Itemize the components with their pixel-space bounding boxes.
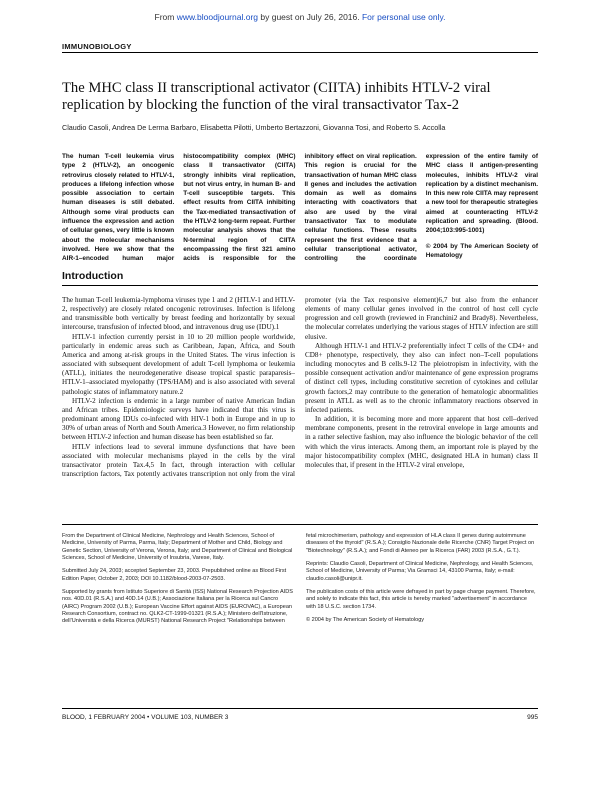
intro-heading: Introduction [62,270,124,282]
intro-body [62,296,538,514]
from-text: From [154,12,177,22]
authors: Claudio Casoli, Andrea De Lerma Barbaro, Elisabetta Pilotti, Umberto Bertazzoni, Giovanna Tosi, and Roberto S. Accolla [62,123,446,132]
journal-link[interactable]: www.bloodjournal.org [176,12,259,22]
access-banner [0,12,600,22]
section-label: IMMUNOBIOLOGY [62,42,132,51]
page-number: 995 [527,714,538,721]
footnote-rule [62,524,538,525]
funding-note: Supported by grants from Istituto Superiore di Sanità (ISS) National Research Projection AIDS nos. 40D.01 (R.S.A.) and 40D.14 (U.B.); Associazione Italiana per la Ricerca sul Cancro (AIRC) Program 2002 (U.B.); European Vaccine Effort against AIDS (EUROVAC), a European Research Consortium, contract no. QLK2-CT-1999-01321 (R.S.A.); Ministero dell'Istruzione, dell'Università e della Ricerca (MURST) National Research Project "Relationships between fetal microchimerism, pathology and expression of HLA class II genes during autoimmune diseases of the thyroid" (R.S.A.); Consiglio Nazionale delle Ricerche (CNR) Target Project on "Biotechnology" (R.S.A.); and Fondi di Ateneo per la Ricerca (FAR) 2003 (R.S.A., G.T.). [62,533,535,625]
abstract-copyright: © 2004 by The American Society of Hematology [425,242,538,259]
abstract [62,152,538,266]
intro-paragraph: HTLV infections lead to several immune dysfunctions that have been associated with molecular mechanisms played in the cells by the viral transactivator protein Tax.4,5 In fact, through interaction with cellular transcription factors, Tax potently activates transcription not only from the viral promoter (via the Tax responsive element)6,7 but also from the enhancer elements of many cellular genes involved in the control of host cell cycle progression and cell growth (reviewed in Franchini2 and Brady8). Nevertheless, the molecular correlates underlying the various stages of HTLV infection are still elusive. [62,296,538,478]
article-title: The MHC class II transcriptional activator (CIITA) inhibits HTLV-2 viral replication by blocking the function of the viral transactivator Tax-2 [62,80,491,113]
publication-costs-note: The publication costs of this article were defrayed in part by page charge payment. Therefore, and solely to indicate this fact, this article is hereby marked "advertisement" in accordance with 18 U.S.C. section 1734. [306,589,536,610]
personal-use-link[interactable]: For personal use only. [361,12,446,22]
intro-paragraph: In addition, it is becoming more and more apparent that host cell–derived membrane components, present in the retroviral envelope in large amounts and in a rather selective fashion, may also influence the biologic behavior of the cell with which the virus interacts. Among them, an important role is played by the major histocompatibility complex (MHC, designated HLA in human) class II molecules that, if present in the HTLV-2 viral envelope, [305,415,538,469]
submission-note: Submitted July 24, 2003; accepted September 23, 2003. Prepublished online as Blood First Edition Paper, October 2, 2003; DOI 10.1182/blood-2003-07-2503. [62,568,287,582]
footer-rule [62,708,538,709]
intro-paragraph: The human T-cell leukemia-lymphoma viruses type 1 and 2 (HTLV-1 and HTLV-2, respectively) are closely related oncogenic retroviruses. Infection is lifelong and transmissible both vertically by breast feeding and horizontally by sexual intercourse, transfusion of infected blood, and intravenous drug use (IDU).1 [62,296,295,332]
intro-paragraph: HTLV-1 infection currently persist in 10 to 20 million people worldwide, particularly in endemic areas such as Caribbean, Japan, Africa, and South America and among at-risk groups in the United States. The virus infection is associated with subsequent development of adult T-cell lymphoma or leukemia (ATLL), initiates the neurodegenerative disease tropical spastic paraparesis–HTLV-1–associated myelopathy (TPS/HAM) and is also associated with several pathologic states of inflammatory nature.2 [62,332,295,396]
guest-text: by guest on July 26, 2016. [258,12,362,22]
journal-citation: BLOOD, 1 FEBRUARY 2004 • VOLUME 103, NUMBER 3 [62,714,229,721]
intro-paragraph: Although HTLV-1 and HTLV-2 preferentially infect T cells of the CD4+ and CD8+ phenotype, respectively, they also can infect non–T-cell populations including monocytes and B cells.9-12 The pleiotropism in infectivity, with the possible consequent activation and/or maintenance of gene expression programs of distinct cell types, including constitutive secretion of cytokines and cellular growth factors,2 may contribute to the generation of hematologic abnormalities present in ATLL as well as to the chronic inflammatory reactions observed in infected patients. [305,341,538,414]
intro-paragraph: HTLV-2 infection is endemic in a large number of native American Indian and African tribes. Epidemiologic surveys have indicated that this virus is predominant among IDUs co-infected with HIV-1 both in Europe and in up to 30% of urban areas of North and South America.3 However, no firm relationship between HTLV-2 infection and human disease has been established so far. [62,396,295,442]
section-rule [62,52,538,53]
intro-rule [62,285,538,286]
footnotes [62,533,538,703]
footnote-copyright: © 2004 by The American Society of Hematology [306,617,425,624]
abstract-text: The human T-cell leukemia virus type 2 (HTLV-2), an oncogenic retrovirus closely related to HTLV-1, produces a lifelong infection whose possible association to certain human diseases is still debated. Although some viral products can influence the expression and action of cellular genes, very little is known about the molecular mechanisms involved. Here we show that the AIR-1–encoded human major histocompatibility complex (MHC) class II transactivator (CIITA) strongly inhibits viral replication, but not virus entry, in human B- and T-cell susceptible targets. This effect results from CIITA inhibiting the Tax-mediated transactivation of the HTLV-2 long-term repeat. Further molecular analysis shows that the N-terminal region of CIITA encompassing the first 321 amino acids is responsible for the inhibitory effect on viral replication. This region is crucial for the transactivation of human MHC class II genes and includes the activation domain as well as domains interacting with coactivators that also are used by the viral transactivator Tax to modulate cellular functions. These results represent the first evidence that a cellular transcriptional activator, controlling the coordinate expression of the entire family of MHC class II antigen-presenting molecules, inhibits HTLV-2 viral replication by a distinct mechanism. In this new role CIITA may represent a new tool for therapeutic strategies aimed at counteracting HTLV-2 replication and spreading. (Blood. 2004;103:995-1001) [62,153,538,263]
reprints-note: Reprints: Claudio Casoli, Department of Clinical Medicine, Nephrology, and Health Sciences, School of Medicine, University of Parma; Via Gramsci 14, 43100 Parma, Italy; e-mail: claudio.casoli@unipr.it. [306,561,534,582]
affiliations-note: From the Department of Clinical Medicine, Nephrology and Health Sciences, School of Medicine, University of Parma, Parma, Italy; Department of Mother and Child, Biology and Genetic Section, University of Verona, Verona, Italy; and Department of Clinical and Biological Sciences, School of Medicine, University of Insubria, Varese, Italy. [62,533,293,562]
